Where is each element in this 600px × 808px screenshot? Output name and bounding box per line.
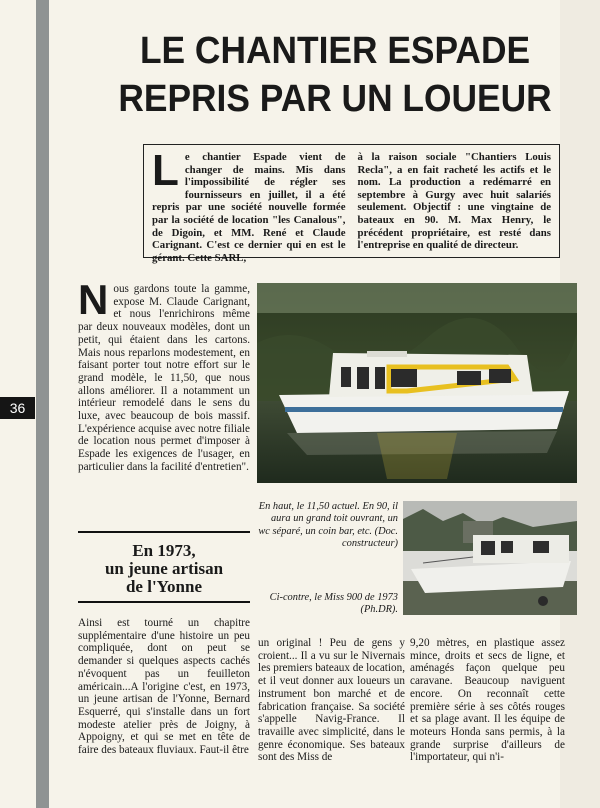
intro-box xyxy=(143,144,560,264)
intro-dropcap: L xyxy=(152,146,179,195)
subhead-line-3: de l'Yonne xyxy=(125,577,203,596)
section-subhead xyxy=(78,531,250,603)
subhead-line-2: un jeune artisan xyxy=(104,559,224,578)
miss900-boat-photo xyxy=(403,501,577,615)
body-text-1: ous gardons toute la gamme, expose M. Claude Carignant, et nous l'enrichirons même par deux nouveaux modèles, dont un petit, qui étaient dans les cartons. Mais nous reparlons modestement, en faisant porter tout notre effort sur le grand modèle, le 11,50, que nous allons améliorer. Il a notamment un intérieur remodelé dans le sens du luxe, avec beaucoup de bois massif. L'expérience acquise avec notre filiale de location nous permet d'imposer à Espade les exigences de l'usager, en particulier dans la facilité d'entretien". xyxy=(78,283,250,473)
body-column-1b: Ainsi est tourné un chapitre supplémentaire d'une histoire un peu compliquée, dont on peut se demander si quelques aspects cachés n'évoquent pas un feuilleton américain...A l'origine c'est, en 1973, un jeune artisan de l'Yonne, Bernard Esquerré, qui s'installe dans un fort modeste atelier près de Joigny, à Appoigny, et qui se met en tête de faire des bateaux fluviaux. Faut-il être xyxy=(78,617,250,757)
binding-spine xyxy=(36,0,49,808)
intro-col-2: à la raison sociale "Chantiers Louis Recla", a en fait racheté les actifs et le nom. La production a redémarré en septembre à Gurgy avec huit salariés seulement. Objectif : une vingtaine de bateaux en 90. M. Max Henry, le précédent propriétaire, est resté dans l'entreprise en qualité de directeur. xyxy=(357,151,551,252)
intro-col-1 xyxy=(152,146,346,264)
body-column-3: 9,20 mètres, en plastique assez mince, droits et secs de ligne, et aménagés façon quelque peu caravane. Beaucoup naviguent encore. On reconnaît cette première série à ses côtés rouges et sa plage avant. Il les équipe de moteurs Honda sans permis, à la grande surprise d'ailleurs de l'importateur, qui n'i- xyxy=(410,637,565,764)
photo-caption-side: Ci-contre, le Miss 900 de 1973 (Ph.DR). xyxy=(269,592,398,616)
page-number: 36 xyxy=(0,397,35,419)
body-column-2: un original ! Peu de gens y croient... Il a vu sur le Nivernais les premiers bateaux de location, et il veut donner aux loueurs un instrument bon marché et de fabrication française. Sa société s'appelle Navig-France. Il travaille avec simplicité, dans le genre économique. Ses bateaux sont des Miss de xyxy=(258,637,405,764)
body-column-1 xyxy=(78,276,250,474)
body-dropcap: N xyxy=(78,276,109,323)
subhead-line-1: En 1973, xyxy=(132,541,196,560)
title-line-2: REPRIS PAR UN LOUEUR xyxy=(118,78,552,120)
photo-caption-top: En haut, le 11,50 actuel. En 90, il aura un grand toit ouvrant, un wc séparé, un coin bar, etc. (Doc. constructeur) xyxy=(258,501,398,550)
boat-hull xyxy=(279,391,569,433)
title-line-1: LE CHANTIER ESPADE xyxy=(139,30,531,72)
boat-on-river-photo xyxy=(257,283,577,483)
intro-text-1: e chantier Espade vient de changer de mains. Mis dans l'impossibilité de régler ses fournisseurs en juillet, il a été repris par une société nouvelle formée par la société de location "les Canalous", de Digoin, et MM. René et Claude Carignant. C'est ce dernier qui en est le gérant. Cette SARL, xyxy=(152,151,346,264)
boat-cabin xyxy=(329,351,533,397)
article-title xyxy=(112,27,558,123)
